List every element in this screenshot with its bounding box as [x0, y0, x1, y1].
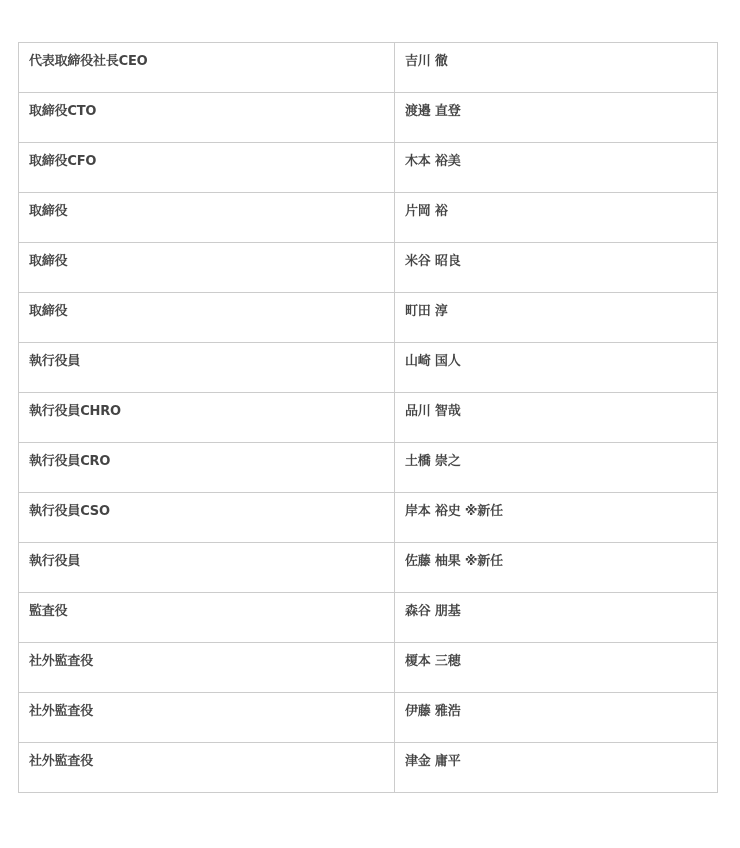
officer-name: 岸本 裕史 ※新任 — [405, 504, 503, 519]
officer-title-cell — [19, 243, 395, 293]
officer-name-cell — [395, 343, 718, 393]
officer-title: 執行役員CRO — [29, 454, 111, 469]
officer-name-cell — [395, 493, 718, 543]
officer-name: 森谷 朋基 — [405, 604, 461, 619]
table-row — [19, 243, 718, 293]
table-row — [19, 643, 718, 693]
officer-name: 伊藤 雅浩 — [405, 704, 461, 719]
officer-title: 取締役CTO — [29, 104, 97, 119]
table-row — [19, 443, 718, 493]
table-row — [19, 393, 718, 443]
officer-title-cell — [19, 493, 395, 543]
officer-name-cell — [395, 143, 718, 193]
officer-title: 執行役員 — [29, 554, 81, 569]
officer-name: 榎本 三穂 — [405, 654, 461, 669]
table-row — [19, 493, 718, 543]
officer-title-cell — [19, 443, 395, 493]
officers-table-body — [19, 43, 718, 793]
table-row — [19, 93, 718, 143]
table-row — [19, 293, 718, 343]
officer-name: 吉川 徹 — [405, 54, 448, 69]
officer-name-cell — [395, 443, 718, 493]
officer-title: 執行役員CSO — [29, 504, 110, 519]
officer-title: 執行役員 — [29, 354, 81, 369]
officer-title: 社外監査役 — [29, 754, 94, 769]
officer-title: 執行役員CHRO — [29, 404, 121, 419]
officer-title: 取締役 — [29, 204, 68, 219]
officer-name-cell — [395, 243, 718, 293]
officer-title-cell — [19, 693, 395, 743]
officer-title-cell — [19, 393, 395, 443]
officers-table — [18, 42, 718, 793]
officer-title: 監査役 — [29, 604, 68, 619]
officer-name-cell — [395, 193, 718, 243]
officer-name: 品川 智哉 — [405, 404, 461, 419]
officer-title-cell — [19, 743, 395, 793]
officer-title: 取締役CFO — [29, 154, 97, 169]
officer-name-cell — [395, 293, 718, 343]
officer-title-cell — [19, 543, 395, 593]
table-row — [19, 593, 718, 643]
officer-name: 米谷 昭良 — [405, 254, 461, 269]
officer-name-cell — [395, 43, 718, 93]
table-row — [19, 693, 718, 743]
officer-title-cell — [19, 93, 395, 143]
officer-title: 社外監査役 — [29, 654, 94, 669]
officer-title-cell — [19, 293, 395, 343]
officer-name: 佐藤 柚果 ※新任 — [405, 554, 503, 569]
officer-title-cell — [19, 43, 395, 93]
officer-title: 取締役 — [29, 254, 68, 269]
officer-name: 木本 裕美 — [405, 154, 461, 169]
table-row — [19, 743, 718, 793]
officer-title: 代表取締役社長CEO — [29, 54, 148, 69]
officer-title: 社外監査役 — [29, 704, 94, 719]
officer-name: 片岡 裕 — [405, 204, 448, 219]
officer-name: 山崎 国人 — [405, 354, 461, 369]
officer-name-cell — [395, 93, 718, 143]
officer-name-cell — [395, 693, 718, 743]
officer-title-cell — [19, 643, 395, 693]
officer-name-cell — [395, 643, 718, 693]
officer-name-cell — [395, 393, 718, 443]
officer-title: 取締役 — [29, 304, 68, 319]
officer-name: 津金 庸平 — [405, 754, 461, 769]
officer-name-cell — [395, 743, 718, 793]
table-row — [19, 193, 718, 243]
officer-title-cell — [19, 343, 395, 393]
officer-title-cell — [19, 193, 395, 243]
officer-title-cell — [19, 593, 395, 643]
officer-title-cell — [19, 143, 395, 193]
table-row — [19, 143, 718, 193]
officer-name: 土橋 崇之 — [405, 454, 461, 469]
officer-name-cell — [395, 543, 718, 593]
officer-name-cell — [395, 593, 718, 643]
officer-name: 渡邉 直登 — [405, 104, 461, 119]
table-row — [19, 43, 718, 93]
table-row — [19, 543, 718, 593]
officer-name: 町田 淳 — [405, 304, 448, 319]
table-row — [19, 343, 718, 393]
